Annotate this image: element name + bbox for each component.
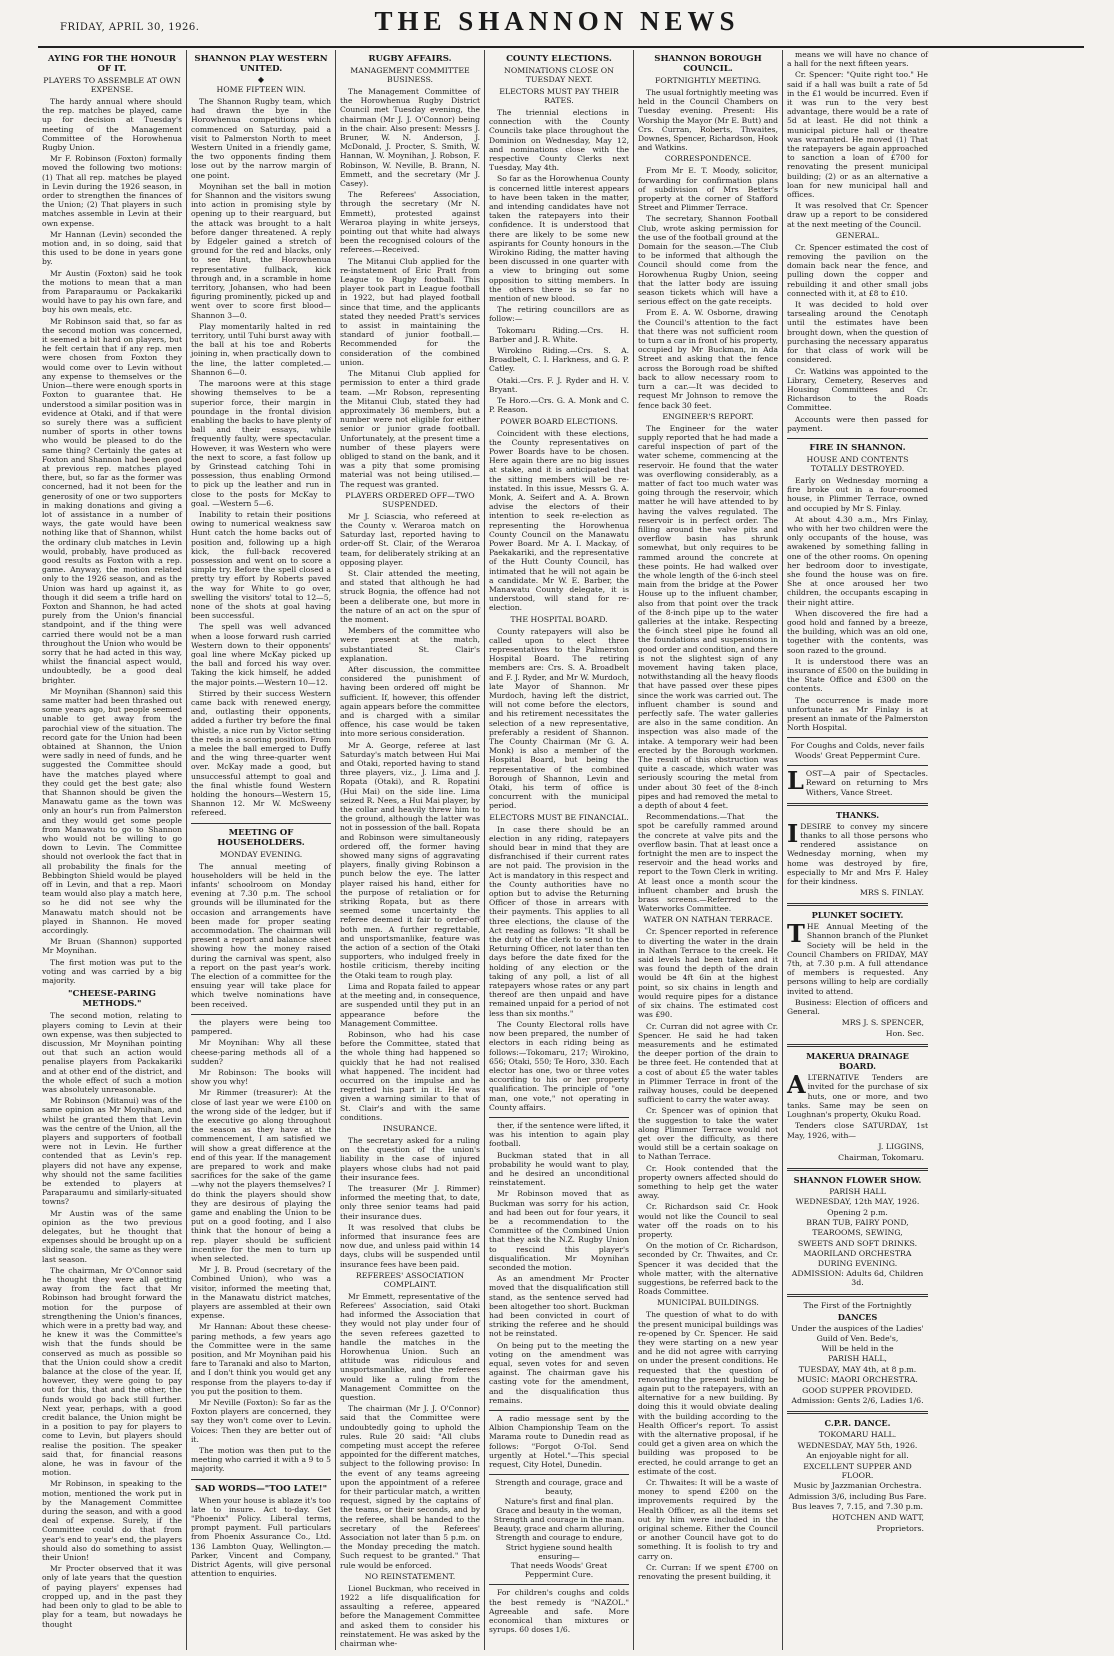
divider: [787, 438, 928, 439]
section-heading: REFEREES' ASSOCIATION COMPLAINT.: [355, 1270, 465, 1289]
paragraph: Wirokino Riding.—Crs. S. A. Broadbelt, C. I. Harkness, and G. P. Catley.: [489, 346, 629, 374]
notice-headline: THANKS.: [835, 809, 880, 820]
notice-makerua: [787, 1070, 928, 1120]
paragraph: Buckman stated that in all probability he would want to play, and he desired an unconditional reinstatement.: [489, 1150, 629, 1188]
article-subheadline: MANAGEMENT COMMITTEE BUSINESS.: [350, 66, 470, 84]
advert-line: WEDNESDAY, 12th MAY, 1926.: [795, 1197, 920, 1207]
divider: [191, 1014, 331, 1015]
classified-text: OST—A pair of Spectacles. Reward on returning to Mrs Withers, Vance Street.: [805, 769, 928, 797]
divider: [489, 1410, 629, 1411]
paragraph: Lima and Ropata failed to appear at the meeting and, in consequence, are suspended until they put in an appearance before the Management Committee.: [340, 981, 480, 1028]
paragraph: On the motion of Cr. Richardson, seconded by Cr. Thwaites, and Cr. Spencer it was decided that the whole matter, with the alternative suggestions, be referred back to the Roads Committee.: [638, 1241, 778, 1297]
paragraph: Coincident with these elections, the County representatives on Power Boards have to be chosen. Here again there are no big issues at stake, and it is anticipated that the sitting members will be re-instated. In this issue, Messrs G. A. Monk, A. Seifert and A. A. Brown advise the electors of their intention to seek re-election as representing the Horowhenua County Council on the Manawatu Power Board. Mr A. I. Mackay, of Paekakariki, and the representative of the Hutt County Council, has intimated that he will not again be a candidate. Mr W. E. Barber, the Manawatu County delegate, it is understood, will stand for re-election.: [489, 428, 629, 613]
section-heading: THE HOSPITAL BOARD.: [510, 614, 608, 624]
paragraph: Cr. Curran: If we spent £700 on renovating the present building, it: [638, 1562, 778, 1582]
column-4: [485, 50, 634, 1650]
notice-headline: PLUNKET SOCIETY.: [811, 910, 904, 921]
advert-line: An enjoyable night for all.: [806, 1451, 909, 1461]
divider: [787, 803, 928, 806]
column-5: [634, 50, 783, 1650]
advert-line: PARISH HALL,: [828, 1354, 887, 1364]
paragraph: Accounts were then passed for payment.: [787, 414, 928, 433]
poem-line: Beauty, grace and charm alluring,: [493, 1524, 625, 1534]
paragraph: The chairman, Mr O'Connor said he thought they were all getting away from the fact that Mr Robinson had brought forward the motion for the purpose of strengthening the Union's finances, which were in a pretty bad way, and he knew it was the Committee's wish that the funds should be conserved as much as possible so that the Union could show a credit balance at the close of the year. If, however, they were going to pay out for this, that and the other, the funds would go back still further. Next year, perhaps, with a good credit balance, the Union might be in a position to pay for players to come to Levin, but players should realise the position. The speaker said that, for financial reasons alone, he was in favour of the motion.: [42, 1265, 182, 1478]
paragraph: Mr Emmett, representative of the Referees' Association, said Otaki had informed the Association that they would not play under four of the seven referees gazetted to handle the matches in the Horowhenua Union. Such an attitude was ridiculous and unsportsmanlike, and the referees would like a ruling from the Management Committee on the question.: [340, 1291, 480, 1403]
signature: Hon. Sec.: [885, 1029, 924, 1039]
column-2: [187, 50, 336, 1650]
paragraph: The occurrence is made more unfortunate as Mr Finlay is at present an inmate of the Palmerston North Hospital.: [787, 695, 928, 733]
column-3: [336, 50, 485, 1650]
section-heading: PLAYERS ORDERED OFF—TWO SUSPENDED.: [345, 490, 475, 509]
divider: [489, 1584, 629, 1585]
notice-plunket: [787, 919, 928, 996]
advert-line: Will be held in the: [821, 1343, 894, 1353]
paragraph: Mr Austin (Foxton) said he took the motions to mean that a man from Paraparaumu or Packakariki would have to pay his own fare, and buy his own meals, etc.: [42, 268, 182, 315]
advert-text: For Coughs and Colds, never fails Woods' Great Peppermint Cure.: [790, 741, 925, 760]
section-heading: NO REINSTATEMENT.: [364, 1571, 456, 1581]
paragraph: Mr Hannan: About these cheese-paring methods, a few years ago the Committee were in the same position, and Mr Moynihan paid his fare to Taranaki and also to Marton, and I don't think you would get any response from the players to-day if you put the position to them.: [191, 1322, 331, 1396]
article-headline: SHANNON PLAY WESTERN UNITED.: [194, 54, 328, 74]
section-heading: POWER BOARD ELECTIONS.: [500, 416, 618, 426]
paragraph: The usual fortnightly meeting was held in the Council Chambers on Tuesday evening. Present: His Worship the Mayor (Mr E. Butt) and Crs. Curran, Roberts, Thwaites, Downes, Spencer, Richardson, Hook and Watkins.: [638, 88, 778, 153]
paragraph: Early on Wednesday morning a fire broke out in a four-roomed house, in Plimmer Terrace, owned and occupied by Mr S. Finlay.: [787, 475, 928, 513]
paragraph: From E. A. W. Osborne, drawing the Council's attention to the fact that there was not sufficient room to turn a car in front of his property, occupied by Mr Buckman, in Ada Street and asking that the fence across the Borough road be shifted back to allow necessary room to turn a car.—It was decided to request Mr Johnson to remove the fence back 30 feet.: [638, 308, 779, 410]
paragraph: Mr Robinson, in speaking to the motion, mentioned the work put in by the Management Committee during the season, and with a good deal of expense. Surely, if the Committee could do that from year's end to year's end, the players should also do something to assist their Union!: [42, 1479, 182, 1563]
paragraph: The Mitanui Club applied for permission to enter a third grade team. —Mr Robson, representing the Mitanui Club, stated they had approximately 36 members, but a number were not eligible for either senior or junior grade football. Unfortunately, at the present time a number of these players were obliged to stand on the bank, and it was a pity that some promising material was not being utilised.—The request was granted.: [340, 369, 480, 489]
section-heading: CORRESPONDENCE.: [664, 154, 752, 164]
paragraph: the players were being too pampered.: [191, 1017, 331, 1037]
advert-line: BRAN TUB, FAIRY POND,: [806, 1217, 909, 1227]
poem-line: That needs Woods' Great Peppermint Cure.: [510, 1561, 608, 1580]
section-heading: MUNICIPAL BUILDINGS.: [657, 1298, 759, 1308]
advert-line: ADMISSION: Adults 6d, Children 3d.: [791, 1268, 924, 1288]
poem-line: Nature's first and final plan.: [504, 1496, 614, 1506]
paragraph: Cr. Thwaites: It will be a waste of money to spend £200 on the improvements required by the Health Officer, as all the items set out by him were included in the original scheme. Either the Council or another Council have got to do something. It is foolish to try and carry on.: [638, 1478, 778, 1561]
drop-cap: L: [787, 766, 804, 796]
paragraph: County ratepayers will also be called upon to elect three representatives to the Palmerston Hospital Board. The retiring members are: Crs. S. A. Broadbelt and F. J. Ryder, and Mr W. Murdoch, late Mayor of Shannon. Mr Murdoch, having left the district, will not come before the electors, and his retirement necessitates the selection of a new representative, preferably a resident of Shannon. The County Chairman (Mr G. A. Monk) is also a member of the Hospital Board, but being the representative of the combined Borough of Shannon, Levin and Otaki, his term of office is concurrent with the municipal period.: [489, 626, 629, 811]
paragraph: Moynihan set the ball in motion for Shannon and the visitors swung into action in promising style by opening up to their rearguard, but the attack was brought to a halt before danger threatened. A reply by Edgeler gained a stretch of ground for the red and blacks, only to see Hunt, the Horowhenua representative fullback, kick through and, in a scramble in home territory, Johansen, who had been figuring prominently, picked up and went over to score first blood—Shannon 3—0.: [191, 181, 331, 320]
section-heading: ELECTORS MUST BE FINANCIAL.: [489, 812, 629, 822]
signature: Chairman, Tokomaru.: [838, 1152, 924, 1162]
paragraph: In case there should be an election in any riding, ratepayers should bear in mind that they are disfranchised if their current rates are not paid. The provision in the Act is mandatory in this respect and the County authorities have no option but to advise the Returning Officer of those in arrears with their payments. This applies to all three elections, the clause of the Act reading as follows: "It shall be the duty of the clerk to send to the Returning Officer, not later than ten days before the date fixed for the holding of any election or the taking of any poll, a list of all ratepayers whose rates or any part thereof are then unpaid and have remained unpaid for a period of not less than six months.": [489, 824, 629, 1018]
divider: [787, 903, 928, 906]
advert-line: WEDNESDAY, MAY 5th, 1926.: [797, 1440, 918, 1450]
masthead-rule: [38, 46, 1084, 48]
article-headline: SHANNON BOROUGH COUNCIL.: [654, 54, 762, 74]
advert-line: The First of the Fortnightly: [803, 1300, 912, 1310]
paragraph: Mr Robinson moved that as Buckman was sorry for his action, and had been out for four years, it be a recommendation to the Committee of the Combined Union that they ask the N.Z. Rugby Union to rescind this player's disqualification. Mr Moynihan seconded the motion.: [489, 1189, 629, 1272]
advert-line: GOOD SUPPER PROVIDED.: [802, 1385, 913, 1395]
paragraph: On being put to the meeting the voting on the amendment was equal, seven votes for and seven against. The chairman gave his casting vote for the amendment, and the disqualification thus remains.: [489, 1340, 629, 1405]
article-headline: MEETING OF HOUSEHOLDERS.: [217, 827, 305, 848]
notice-headline: MAKERUA DRAINAGE BOARD.: [806, 1051, 909, 1072]
paragraph: Stirred by their success Western came back with renewed energy, and, outlasting their opponents, added a further try before the final whistle, a nice run by Victor setting the reds in a scoring position. From a melee the ball emerged to Duffy and the wing three-quarter went over. McKay made a good, but unsuccessful attempt to goal and the final whistle found Western holding the honours—Western 15, Shannon 12. Mr W. McSweeny refereed.: [191, 688, 331, 818]
poem-line: Strength and courage to endure,: [495, 1533, 623, 1543]
article-headline: FIRE IN SHANNON.: [809, 442, 906, 453]
paragraph: Mr Moynihan: Why all these cheese-paring methods all of a sudden?: [191, 1038, 331, 1066]
article-subheadline: PLAYERS TO ASSEMBLE AT OWN EXPENSE.: [43, 76, 181, 94]
newspaper-title: THE SHANNON NEWS: [374, 6, 740, 36]
advert-line: EXCELLENT SUPPER AND FLOOR.: [803, 1461, 912, 1481]
section-heading: ENGINEER'S REPORT.: [662, 411, 754, 421]
notice-thanks: [787, 818, 928, 887]
section-heading: "CHEESE-PARING METHODS.": [68, 989, 156, 1010]
article-subheadline: NOMINATIONS CLOSE ON TUESDAY NEXT.: [504, 66, 614, 84]
section-heading: GENERAL.: [835, 230, 880, 240]
paragraph: means we will have no chance of a hall for the next fifteen years.: [787, 50, 928, 69]
paragraph: Mr F. Robinson (Foxton) formally moved the following two motions: (1) That all rep. matches be played in Levin during the 1926 season, in order to strengthen the finances of the Union; (2) That players in such matches assemble in Levin at their own expense.: [42, 154, 182, 228]
advert-line: Admission: Gents 2/6, Ladies 1/6.: [791, 1396, 924, 1406]
advert-text: For children's coughs and colds the best remedy is "NAZOL." Agreeable and safe. More economical than mixtures or syrups. 60 doses 1/6.: [489, 1588, 629, 1635]
divider: [489, 1117, 629, 1118]
paragraph: Robinson, who had his case before the Committee, stated that the whole thing had happened so quickly that he had not realised what happened. The incident had occurred on the impulse and he regretted his part in it. He was given a warning similar to that of St. Clair's and with the same conditions.: [340, 1029, 480, 1122]
masthead: [0, 0, 1114, 44]
paragraph: Mr Hannan (Levin) seconded the motion and, in so doing, said that this used to be done in years gone by.: [42, 229, 182, 267]
paragraph: So far as the Horowhenua County is concerned little interest appears to have been taken in the matter, and intending candidates have not taken the ratepayers into their confidence. It is understood that there are likely to be some new aspirants for County honours in the Wirokino Riding, the matter having been discussed in one quarter with a view to bringing out some opposition to sitting members. In the others there is so far no mention of new blood.: [489, 174, 629, 304]
paragraph: The Management Committee of the Horowhenua Rugby District Council met Tuesday evening, the chairman (Mr J. J. O'Connor) being in the chair. Also present: Messrs J. Bruner, W. N. Anderson, J. McDonald, J. Procter, S. Smith, W. Hannan, W. Moynihan, J. Robson, F. Robinson, W. Neville, B. Brann, N. Emmett, and the secretary (Mr J. Casey).: [340, 87, 480, 189]
notice-text: LTERNATIVE Tenders are invited for the purchase of six huts, one or more, and two tanks. Same may be seen on Loughnan's property, Okuku Road.: [787, 1073, 928, 1120]
paragraph: Mr A. George, referee at last Saturday's match between Hui Mai and Otaki, reported having to stand three players, viz., J. Lima and J. Ropata (Otaki), and R. Ropatini (Hui Mai) on the side line. Lima seized R. Nees, a Hui Mai player, by the collar and heavily threw him to the ground, although the latter was not in possession of the ball. Ropata and Robinson were simultaneously ordered off, the former having showed many signs of aggravating players, finally giving Robinson a punch below the eye. The latter player raised his hand, either for the purpose of retaliation or for striking Ropata, but as there seemed some uncertainty the referee deemed it fair to order-off both men. A further regrettable, and unsportsmanlike, feature was the action of a section of the Otaki supporters, who indulged freely in hostile criticism, thereby inciting the Otaki team to rough play.: [340, 740, 480, 980]
advert-line: PARISH HALL: [829, 1186, 886, 1196]
paragraph: The hardy annual where should the rep. matches be played, came up for decision at Tuesday's meeting of the Management Committee of the Horowhenua Rugby Union.: [42, 97, 182, 153]
drop-cap: I: [787, 818, 799, 848]
divider: [191, 823, 331, 824]
advert-line: SWEETS AND SOFT DRINKS.: [797, 1238, 918, 1248]
article-subheadline: MONDAY EVENING.: [219, 849, 303, 859]
notice-text: Tenders close SATURDAY, 1st May, 1926, with—: [787, 1121, 928, 1140]
paragraph: The annual meeting of householders will be held in the infants' schoolroom on Monday evening at 7.30 p.m. The school grounds will be illuminated for the occasion and arrangements have been made for proper seating accommodation. The chairman will present a report and balance sheet showing how the money raised during the carnival was spent, also a report on the past year's work. The election of a committee for the ensuing year will take place for which twelve nominations have been received.: [191, 861, 331, 1009]
paragraph: Cr. Spencer was of opinion that the suggestion to take the water along Plimmer Terrace would not get over the difficulty, as there would still be a certain soakage on to Nathan Terrace.: [638, 1106, 778, 1162]
paragraph: Cr. Spencer reported in reference to diverting the water in the drain in Nathan Terrace to the creek. He said levels had been taken and it was found the depth of the drain would be 4ft 6in at the highest point, so six chains in length and would require pipes for a distance of six chains. The estimated cost was £90.: [638, 927, 778, 1020]
divider: [787, 1294, 928, 1297]
paragraph: Cr. Watkins was appointed to the Library, Cemetery, Reserves and Housing Committees and Cr. Richardson to the Roads Committee.: [787, 366, 928, 413]
paragraph: Mr Austin was of the same opinion as the two previous delegates, but he thought that expenses should be brought up on a sliding scale, the same as they were last season.: [42, 1208, 182, 1264]
advert-line: Music by Jazzmanian Orchestra.: [793, 1481, 922, 1491]
divider: [787, 1044, 928, 1047]
paragraph: It was resolved that clubs be informed that insurance fees are now due, and unless paid within 14 days, clubs will be suspended until insurance fees have been paid.: [340, 1222, 480, 1269]
advert-line: TEAROOMS, SEWING,: [812, 1228, 903, 1238]
paragraph: The maroons were at this stage showing themselves to be a superior force, their margin in poundage in the frontal division enabling the backs to have plenty of ball and their essays, while frequently faulty, were spectacular. However, it was Western who were the next to score, a fast follow up by Grinstead catching Tohi in possession, thus enabling Ormond to pick up the leather and run in close to the posts for McKay to goal. —Western 5—6.: [191, 379, 331, 508]
paragraph: Inability to retain their positions owing to numerical weakness saw Hunt catch the home backs out of position and, following up a high kick, the full-back recovered possession and went on to score a simple try. Before the spell closed a pretty try effort by Roberts paved the way for White to go over, swelling the visitors' total to 12—5, none of the shots at goal having been successful.: [191, 509, 331, 621]
paragraph: Mr J. Sciascia, who refereed at the County v. Weraroa match on Saturday last, reported having to order-off St. Clair, of the Weraroa team, for deliberately striking at an opposing player.: [340, 511, 480, 567]
paragraph: Mr Neville (Foxton): So far as the Foxton players are concerned, they say they won't come over to Levin. Voices: Then they are better out of it.: [191, 1398, 331, 1444]
paragraph: Lionel Buckman, who received in 1922 a life disqualification for assaulting a referee, appeared before the Management Committee and asked them to consider his reinstatement. He was asked by the chairman whe-: [340, 1583, 480, 1649]
paragraph: Te Horo.—Crs. G. A. Monk and C. P. Reason.: [489, 396, 629, 415]
paragraph: The treasurer (Mr J. Rimmer) informed the meeting that, to date, only three senior teams had paid their insurance dues.: [340, 1183, 480, 1221]
advert-headline: C.P.R. DANCE.: [824, 1418, 891, 1429]
column-1: [38, 50, 187, 1650]
paragraph: The County Electoral rolls have now been prepared, the number of electors in each riding being as follows:—Tokomaru, 217; Wirokino, 656; Otaki, 550; Te Horo, 330. Each elector has one, two or three votes according to his or her property qualification. The principle of "one man, one vote," not operating in County affairs.: [489, 1019, 629, 1112]
signature: MRS J. S. SPENCER,: [841, 1018, 924, 1028]
advert-line: Opening 2 p.m.: [827, 1207, 888, 1217]
paragraph: Mr J. B. Proud (secretary of the Combined Union), who was a visitor, informed the meeting that, in the Manawatu district matches, players are assembled at their own expense.: [191, 1265, 331, 1321]
divider: [191, 1479, 331, 1480]
divider: [787, 1411, 928, 1414]
paragraph: Otaki.—Crs. F. J. Ryder and H. V. Bryant.: [489, 375, 629, 394]
paragraph: The retiring councillors are as follow:—: [489, 305, 629, 324]
paragraph: The motion was then put to the meeting who carried it with a 9 to 5 majority.: [191, 1446, 331, 1474]
divider: [787, 737, 928, 738]
advert-line: MAORILAND ORCHESTRA DURING EVENING.: [803, 1249, 912, 1268]
paragraph: Mr Robinson said that, so far as the second motion was concerned, it seemed a bit hard on players, but he felt certain that if any rep. men were chosen from Foxton they would come over to Levin without any expense to themselves or the Union—there were enough sports in Foxton to guarantee that. He understood a similar position was in evidence at Otaki, and if that were so surely there was a sufficient number of sports in other towns who would be pleased to do the same thing? Certainly the gates at Foxton and Shannon had been good at previous rep. matches played there, but, so far as the former was concerned, had it not been for the generosity of one or two supporters in making donations and giving a lot of assistance in a number of ways, the gate would have been nothing like that of Shannon, whilst the ordinary club matches in Levin would, probably, have produced as good results as Foxton with a rep. game. Anyway, the motion related only to the 1926 season, and as the Union was hard up against it, as though it did seem a trifle hard on Foxton and Shannon, he had acted purely from the Union's financial standpoint, and if the thing were carried there would not be a man throughout the Union who would be sorry that he had acted in this way, whilst the financial aspect would, undoubtedly, be a good deal brighter.: [42, 316, 182, 685]
paragraph: The secretary asked for a ruling on the question of the union's liability in the case of injured players whose clubs had not paid their insurance fees.: [340, 1135, 480, 1182]
paragraph: Mr Bruan (Shannon) supported Mr Moynihan.: [42, 937, 182, 956]
paragraph: Cr. Spencer estimated the cost of removing the pavilion on the domain back near the fence, and pulling down the copper and rebuilding it and other small jobs connected with it, at £8 to £10.: [787, 242, 928, 298]
paragraph: After discussion, the committee considered the punishment of having been ordered off might be sufficient. If, however, this offender again appears before the committee and is charged with a similar offence, his case would be taken into more serious consideration.: [340, 664, 480, 739]
signature: Proprietors.: [876, 1523, 924, 1533]
poem-line: Strict hygiene sound health ensuring—: [505, 1542, 613, 1561]
section-heading: WATER ON NATHAN TERRACE.: [643, 915, 773, 925]
paragraph: The Shannon Rugby team, which had drawn the bye in the Horowhenua competitions which commenced on Saturday, paid a visit to Palmerston North to meet Western United in a friendly game, the two opponents finding them lose out by the narrow margin of one point.: [191, 97, 331, 180]
paragraph: The question of what to do with the present municipal buildings was re-opened by Cr. Spencer. He said they were starting on a new year and he did not agree with carrying on under the present conditions. He requested that the question of renovating the present building be again put to the ratepayers, with an alternative for a new building. By doing this it would obviate dealing with the building according to the Health Officer's report. To assist with the alternative proposal, if he could get a given area on which the building was proposed to be erected, he could arrange to get an estimate of the cost.: [638, 1310, 778, 1476]
paragraph: Tokomaru Riding.—Crs. H. Barber and J. R. White.: [489, 325, 629, 344]
poem-line: Grace and beauty in the woman,: [496, 1505, 622, 1515]
article-subheadline: HOUSE AND CONTENTS TOTALLY DESTROYED.: [806, 454, 909, 473]
advert-line: Bus leaves 7, 7.15, and 7.30 p.m.: [791, 1502, 924, 1512]
paragraph: Cr. Hook contended that the property owners affected should do something to help get the water away.: [638, 1163, 778, 1201]
paragraph: ther, if the sentence were lifted, it was his intention to again play football.: [489, 1120, 629, 1149]
signature: HOTCHEN AND WATT,: [831, 1512, 924, 1522]
paragraph: It is understood there was an insurance of £500 on the building in the State Office and £300 on the contents.: [787, 656, 928, 694]
article-headline: AYING FOR THE HONOUR OF IT.: [48, 54, 176, 74]
paragraph: Play momentarily halted in red territory, until Tuhi burst away with the ball at his toe and Roberts joining in, when practically down to the line, the latter completed.—Shannon 6—0.: [191, 321, 331, 377]
paragraph: It was decided to hold over tarsealing around the Cenotaph until the estimates have been brought down, when the question of purchasing the necessary apparatus for that class of work will be considered.: [787, 300, 928, 365]
paragraph: Mr Rimmer (treasurer): At the close of last year we were £100 on the wrong side of the ledger, but if the executive go along throughout the season as they have at the commencement, I am satisfied we will show a great difference at the end of this year. If the management are prepared to work and make sacrifices for the sake of the game—why not the players themselves? I do think the players should show they are desirous of playing the game and enabling the Union to be put on a good footing, and I also think that the honour of being a rep. player should be sufficient incentive for the men to turn up when selected.: [191, 1088, 331, 1263]
paragraph: Mr Robinson (Mitanui) was of the same opinion as Mr Moynihan, and whilst he granted them that Levin was the centre of the Union, all the players and supporters of football were not in Levin. He further contended that as Levin's rep. players did not have any expense, why should not the same facilities be extended to players at Paraparaumu and similarly-situated towns?: [42, 1096, 182, 1207]
article-subheadline: FORTNIGHTLY MEETING.: [654, 76, 762, 85]
advert-headline: DANCES: [837, 1312, 878, 1323]
paragraph: The Engineer for the water supply reported that he had made a careful inspection of part of the water scheme, commencing at the reservoir. He found that the water was overflowing considerably, as a matter of fact too much water was going through the reservoir, which matter he will have attended to by having the valves regulated. The reservoir is in perfect order. The filling around the valve pits and overflow basin has shrunk somewhat, but only requires to be rammed around the concrete at these points. He had walked over the whole length of the 6-inch steel main from the bridge at the Power House up to the influent chamber, also from that point over the track of the 8-inch pipe up to the water galleries at the intake. Respecting the 6-inch steel pipe he found all the foundations and suspensions in good order and condition, and there is not the slightest sign of any movement having taken place, notwithstanding all the heavy floods that have passed over these pipes since the work was carried out. The influent chamber is sound and perfectly safe. The water galleries are also in the same condition. An inspection was also made of the intake. A temporary weir had been erected by the Borough workmen. The result of this obstruction was quite a cascade, which water was seriously scouring the metal from under about 30 feet of the 8-inch pipes and had removed the metal to a depth of about 4 feet.: [638, 423, 778, 811]
poem-line: Strength and courage in the man.: [493, 1515, 625, 1525]
paragraph: Recommendations.—That the spot be carefully rammed around the concrete at valve pits and the overflow basin. That at least once a fortnight the men are to inspect the reservoir and the head works and report to the Town Clerk in writing. At least once a month scour the influent chamber and brush the brass screens.—Referred to the Waterworks Committee.: [638, 812, 778, 914]
paragraph: Cr. Richardson said Cr. Hook would not like the Council to seal water off the roads on to his property.: [638, 1202, 778, 1239]
divider: [787, 765, 928, 766]
paragraph: The secretary, Shannon Football Club, wrote asking permission for the use of the football ground at the Domain for the season.—The Club to be informed that although the Council should come from the Horowhenua Rugby Union, seeing that the latter body are issuing season tickets which will have a serious effect on the gate receipts.: [638, 214, 778, 307]
paragraph: The Referees' Association, through the secretary (Mr N. Emmett), protested against Weraroa playing in white jerseys, pointing out that white had always been the recognised colours of the referees.—Received.: [340, 190, 480, 255]
section-heading: INSURANCE.: [382, 1123, 438, 1133]
advert-line: TOKOMARU HALL.: [818, 1430, 897, 1440]
notice-text: HE Annual Meeting of the Shannon branch of the Plunket Society will be held in the Council Chambers on FRIDAY, MAY 7th, at 7.30 p.m. A full attendance of members is requested. Any persons willing to help are cordially invited to attend.: [787, 922, 928, 996]
divider: [787, 1168, 928, 1171]
paragraph: At about 4.30 a.m., Mrs Finlay, who with her two children were the only occupants of the house, was awakened by something falling in one of the other rooms. On opening her bedroom door to investigate, she found the house was on fire. She at once aroused her two children, the occupants escaping in their night attire.: [787, 514, 928, 607]
advert-line: Under the auspices of the Ladies' Guild of Ven. Bede's,: [791, 1324, 924, 1343]
paragraph: The second motion, relating to players coming to Levin at their own expense, was then subjected to discussion, Mr Moynihan pointing out that such an action would penalise players from Packakariki and at other end of the district, and the whole effect of such a motion was absolutely unreasonable.: [42, 1011, 182, 1094]
paragraph: It was resolved that Cr. Spencer draw up a report to be considered at the next meeting of the Council.: [787, 201, 928, 229]
paragraph: The spell was well advanced when a loose forward rush carried Western down to their opponents' goal line where McKay picked up the ball and forced his way over. Taking the kick himself, he added the major points.—Western 10—12.: [191, 622, 331, 687]
article-headline: COUNTY ELECTIONS.: [506, 54, 612, 64]
paragraph: Mr Procter observed that it was only of late years that the question of paying players' expenses had cropped up, and in the past they had been only to glad to be able to play for a team, but nowadays he thought: [42, 1564, 182, 1629]
ornament-icon: ◆: [257, 75, 265, 84]
classified-lost: [787, 766, 928, 797]
paragraph: Cr. Spencer: "Quite right too." He said if a hall was built a rate of 5d in the £1 would be incurred. Even if it was run to the very best advantage, there would be a rate of 5d at least. He did not think a municipal picture hall or theatre was warranted. He moved (1) That the ratepayers be again approached to sanction a loan of £700 for renovating the present municipal building; (2) or as an alternative a loan for new municipal hall and offices.: [787, 70, 928, 200]
signature: J. LIGGINS,: [878, 1141, 924, 1151]
paragraph: The chairman (Mr J. J. O'Connor) said that the Committee were undoubtedly going to uphold the rules. Rule 20 said: "All clubs competing must accept the referee appointed for the different matches, subject to the following proviso: In the event of any teams agreeing upon the appointment of a referee for their particular match, a written request, signed by the captains of the teams, or their seconds, and by the referee, shall be handed to the secretary of the Referees' Association not later than 5 p.m. on the Monday preceding the match. Such request to be granted." That rule would be enforced.: [340, 1404, 480, 1570]
divider: [489, 1474, 629, 1475]
column-6: [783, 50, 932, 1650]
advert-line: MUSIC: MAORI ORCHESTRA.: [797, 1375, 918, 1385]
paragraph: As an amendment Mr Procter moved that the disqualification still stand, as the sentence served had been altogether too short. Buckman had been convicted in court of striking the referee and he should not be reinstated.: [489, 1274, 629, 1339]
advert-line: Admission 3/6, including Bus Fare.: [788, 1491, 927, 1501]
issue-date: FRIDAY, APRIL 30, 1926.: [60, 22, 200, 33]
paragraph: The Mitanui Club applied for the re-instatement of Eric Pratt from League to Rugby football. This player took part in League football in 1922, but had played football since that time, and the applicants stated they needed Pratt's services to assist in maintaining the standard of junior football.—Recommended for the consideration of the combined union.: [340, 256, 480, 367]
article-subheadline: ELECTORS MUST PAY THEIR RATES.: [499, 87, 619, 105]
paragraph: St. Clair attended the meeting, and stated that although he had struck Bognia, the offence had not been a deliberate one, but more in the nature of an act on the spur of the moment.: [340, 568, 480, 624]
paragraph: From Mr E. T. Moody, solicitor, forwarding for confirmation plans of subdivision of Mrs Better's property at the corner of Stafford Street and Plimmer Terrace.: [638, 166, 778, 213]
paragraph: Mr Moynihan (Shannon) said this same matter had been thrashed out some years ago, but people seemed unable to get away from the parochial view of the situation. The record gate for the Union had been obtained at Shannon, the Union were sadly in need of funds, and he suggested the Committee should have the matches played where they could get the best gate; also that Shannon should be given the Manawatu game as the town was only an hour's run from Palmerston and they would get some people from Manawatu to go to Shannon who would not be willing to go down to Levin. The Committee should not overlook the fact that in all probability the finals for the Bebbington Shield would be played off in Levin, and that a rep. Maori team would also play a match here, so he did not see why the Manawatu match should not be played in Shannon. He moved accordingly.: [42, 686, 182, 936]
poem-line: Strength and courage, grace and beauty,: [495, 1478, 623, 1497]
article-headline: RUGBY AFFAIRS.: [368, 54, 452, 64]
signature: MRS S. FINLAY.: [859, 888, 924, 898]
advert-line: TUESDAY, MAY 4th, at 8 p.m.: [798, 1364, 917, 1374]
drop-cap: T: [787, 919, 805, 949]
drop-cap: A: [787, 1070, 806, 1100]
notice-text: DESIRE to convey my sincere thanks to all those persons who rendered assistance on Wednesday morning, when my home was destroyed by fire, especially to Mr and Mrs F. Haley for their kindness.: [787, 821, 928, 887]
paragraph: The first motion was put to the voting and was carried by a big majority.: [42, 957, 182, 986]
article-subheadline: HOME FIFTEEN WIN.: [216, 85, 306, 94]
advert-headline: SHANNON FLOWER SHOW.: [793, 1174, 922, 1185]
paragraph: Members of the committee who were present at the match, substantiated St. Clair's explanation.: [340, 626, 480, 663]
paragraph: Mr Robinson: The books will show you why!: [191, 1067, 331, 1087]
paragraph: The triennial elections in connection with the County Councils take place throughout the Dominion on Wednesday, May 12, and nominations close with the respective County Clerks next Tuesday, May 4th.: [489, 108, 629, 173]
advert-headline: SAD WORDS—"TOO LATE!": [194, 1483, 328, 1494]
advert-text: A radio message sent by the Albion Championship Team on the Marama route to Dunedin read as follows: "Forgot O-Tol. Send urgently at Hotel."—This special request, City Hotel, Dunedin.: [489, 1414, 629, 1470]
advert-text: When your house is ablaze it's too late to insure. Act to-day. Get "Phoenix" Policy. Liberal terms, prompt payment. Full particulars from Phoenix Assurance Co., Ltd. 136 Lambton Quay, Wellington.—Parker, Vincent and Company, District Agents, will give personal attention to enquiries.: [191, 1495, 331, 1579]
paragraph: When discovered the fire had a good hold and fanned by a breeze, the building, which was an old one, together with the contents, was soon razed to the ground.: [787, 608, 928, 655]
columns: [38, 50, 1084, 1650]
paragraph: Cr. Curran did not agree with Cr. Spencer. He said he had taken measurements and he estimated the deeper portion of the drain to be three feet. He contended that at a cost of about £5 the water tables in Plimmer Terrace in front of the railway houses, could be deepened sufficient to carry the water away.: [638, 1021, 778, 1105]
notice-text: Business: Election of officers and General.: [787, 997, 928, 1017]
